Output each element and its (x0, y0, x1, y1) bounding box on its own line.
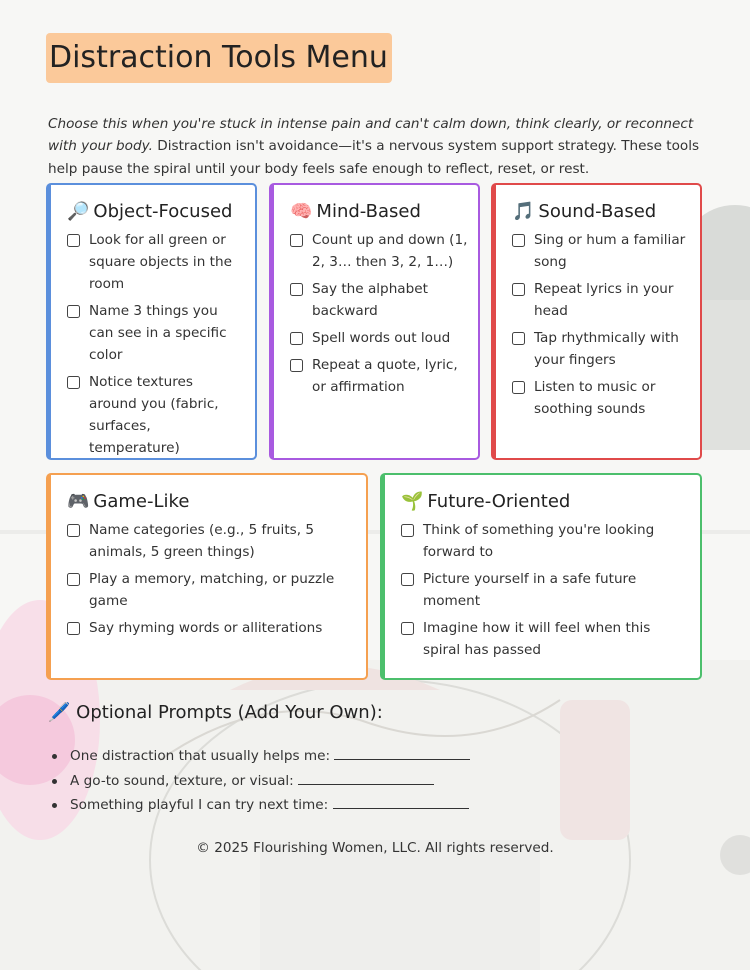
intro-italic: Choose this when you're stuck in intense pain and can't calm down, think clearly, or reconnect with your body. (48, 115, 694, 155)
game-controller-icon: 🎮 (67, 491, 90, 512)
page-title: Distraction Tools Menu (46, 33, 392, 83)
checklist-item: Tap rhythmically with your fingers (512, 327, 690, 371)
checkbox[interactable] (512, 381, 525, 394)
checkbox[interactable] (67, 573, 80, 586)
checkbox[interactable] (290, 332, 303, 345)
list-item: A go-to sound, texture, or visual: (48, 770, 470, 792)
checklist-item: Spell words out loud (290, 327, 468, 349)
checkbox[interactable] (67, 305, 80, 318)
checkbox[interactable] (401, 622, 414, 635)
checkbox[interactable] (67, 524, 80, 537)
card-title: 🎮 Game-Like (67, 491, 190, 512)
checklist-item: Picture yourself in a safe future moment (401, 568, 690, 612)
magnifier-icon: 🔎 (67, 201, 90, 222)
checkbox[interactable] (290, 359, 303, 372)
list-item: Something playful I can try next time: (48, 794, 470, 816)
copyright-footer: © 2025 Flourishing Women, LLC. All rights reserved. (196, 840, 554, 856)
checklist-item: Count up and down (1, 2, 3… then 3, 2, 1…) (290, 229, 468, 273)
checklist-item: Repeat lyrics in your head (512, 278, 690, 322)
card-game-like (46, 473, 368, 680)
checkbox[interactable] (401, 524, 414, 537)
checklist-item: Name 3 things you can see in a specific color (67, 300, 245, 366)
checklist-item: Notice textures around you (fabric, surfaces, temperature) (67, 371, 245, 459)
checklist-item: Say the alphabet backward (290, 278, 468, 322)
checklist-item: Name categories (e.g., 5 fruits, 5 animals, 5 green things) (67, 519, 356, 563)
write-in-line[interactable] (298, 770, 434, 785)
checkbox[interactable] (290, 234, 303, 247)
checklist-item: Think of something you're looking forward to (401, 519, 690, 563)
card-title: 🌱 Future-Oriented (401, 491, 571, 512)
checkbox[interactable] (401, 573, 414, 586)
prompts-heading: 🖊️ Optional Prompts (Add Your Own): (48, 702, 383, 723)
card-title: 🧠 Mind-Based (290, 201, 421, 222)
checklist-item: Sing or hum a familiar song (512, 229, 690, 273)
checkbox[interactable] (512, 234, 525, 247)
checklist-item: Listen to music or soothing sounds (512, 376, 690, 420)
checklist-item: Imagine how it will feel when this spiral has passed (401, 617, 690, 661)
card-object-focused (46, 183, 257, 460)
card-future-oriented (380, 473, 702, 680)
checkbox[interactable] (512, 283, 525, 296)
card-title: 🔎 Object-Focused (67, 201, 233, 222)
card-title: 🎵 Sound-Based (512, 201, 657, 222)
card-sound-based (491, 183, 702, 460)
checkbox[interactable] (67, 622, 80, 635)
checklist-item: Repeat a quote, lyric, or affirmation (290, 354, 468, 398)
pen-icon: 🖊️ (48, 702, 71, 723)
checkbox[interactable] (512, 332, 525, 345)
checklist-item: Look for all green or square objects in the room (67, 229, 245, 295)
seedling-icon: 🌱 (401, 491, 424, 512)
intro-text: Distraction isn't avoidance—it's a nervous system support strategy. These tools help pause the spiral until your body feels safe enough to reflect, reset, or rest. (48, 138, 700, 177)
brain-icon: 🧠 (290, 201, 313, 222)
checklist-item: Play a memory, matching, or puzzle game (67, 568, 356, 612)
write-in-line[interactable] (334, 745, 470, 760)
checkbox[interactable] (67, 376, 80, 389)
write-in-line[interactable] (333, 794, 469, 809)
card-mind-based (269, 183, 480, 460)
checkbox[interactable] (67, 234, 80, 247)
checklist-item: Say rhyming words or alliterations (67, 617, 356, 639)
prompts-list (48, 745, 470, 819)
music-note-icon: 🎵 (512, 201, 535, 222)
intro-paragraph (48, 113, 708, 181)
list-item: One distraction that usually helps me: (48, 745, 470, 767)
title-container (46, 33, 392, 83)
checkbox[interactable] (290, 283, 303, 296)
